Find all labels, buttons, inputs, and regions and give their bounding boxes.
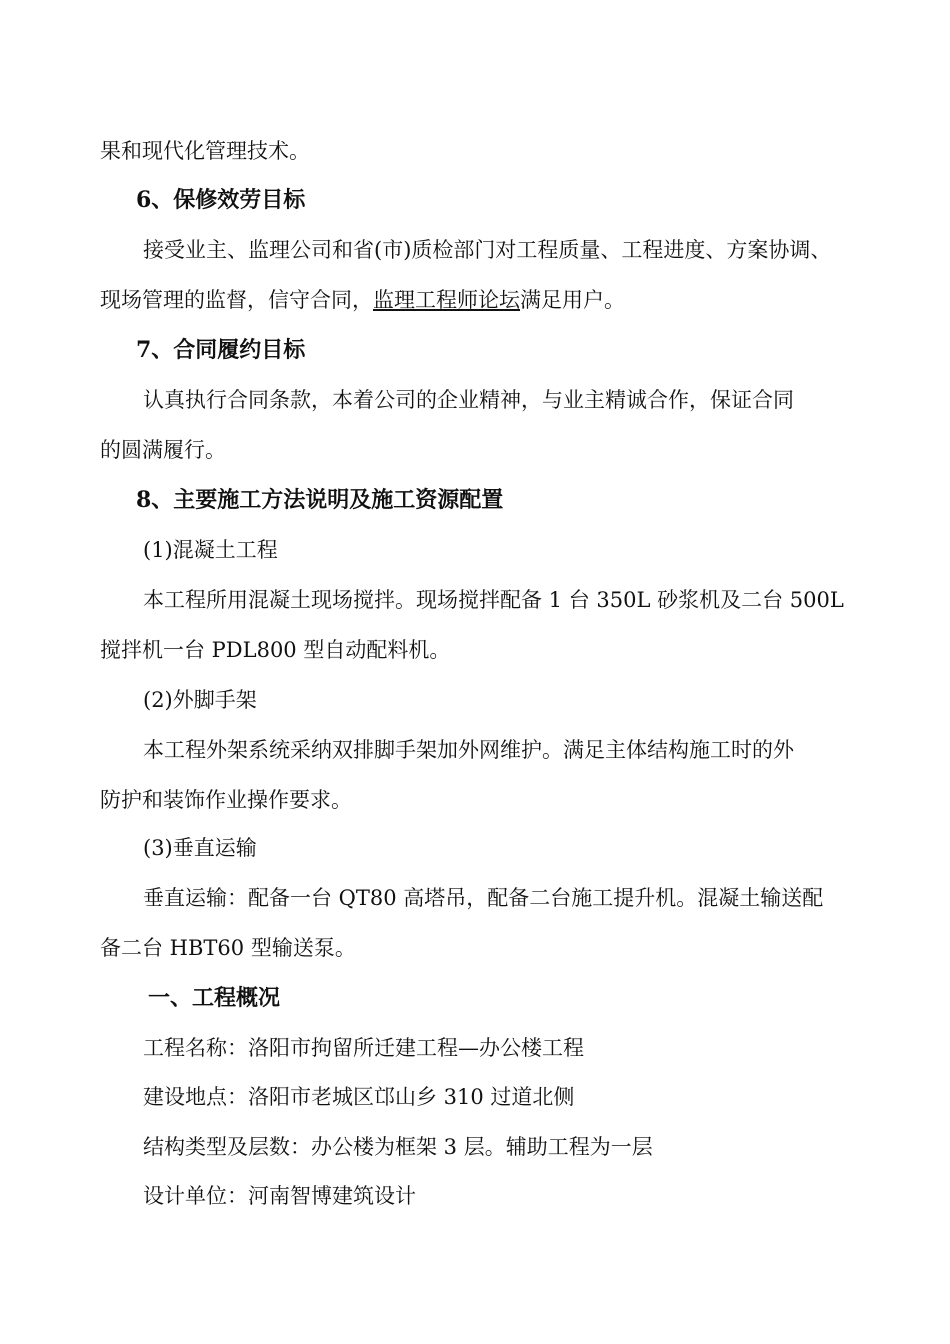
paragraph-line: 接受业主、监理公司和省(市)质检部门对工程质量、工程进度、方案协调、: [143, 238, 832, 262]
project-location: 建设地点：洛阳市老城区邙山乡 310 过道北侧: [143, 1085, 575, 1109]
subsection-title: (1)混凝土工程: [143, 538, 278, 562]
paragraph-line: 本工程所用混凝土现场搅拌。现场搅拌配备 1 台 350L 砂浆机及二台 500L: [143, 588, 844, 612]
paragraph-line: 本工程外架系统采纳双排脚手架加外网维护。满足主体结构施工时的外: [143, 738, 794, 762]
paragraph-line: 的圆满履行。: [100, 438, 226, 462]
chapter-heading: 一、工程概况: [148, 985, 281, 1011]
section-heading-6: 6、保修效劳目标: [136, 187, 306, 213]
project-name: 工程名称：洛阳市拘留所迁建工程—办公楼工程: [143, 1036, 584, 1060]
paragraph-line: 垂直运输：配备一台 QT80 高塔吊，配备二台施工提升机。混凝土输送配: [143, 886, 824, 910]
section-heading-8: 8、主要施工方法说明及施工资源配置: [136, 487, 504, 513]
paragraph-text: 现场管理的监督，信守合同，: [100, 288, 373, 312]
paragraph-line: 备二台 HBT60 型输送泵。: [100, 936, 356, 960]
paragraph-continuation: 果和现代化管理技术。: [100, 139, 310, 163]
subsection-title: (2)外脚手架: [143, 688, 257, 712]
paragraph-line: 防护和装饰作业操作要求。: [100, 788, 352, 812]
project-structure: 结构类型及层数：办公楼为框架 3 层。辅助工程为一层: [143, 1135, 653, 1159]
paragraph-text: 满足用户。: [520, 288, 625, 312]
paragraph-line: [100, 285, 625, 315]
subsection-title: (3)垂直运输: [143, 836, 257, 860]
paragraph-line: 认真执行合同条款，本着公司的企业精神，与业主精诚合作，保证合同: [143, 388, 794, 412]
forum-link[interactable]: 监理工程师论坛: [373, 288, 520, 312]
paragraph-line: 搅拌机一台 PDL800 型自动配料机。: [100, 638, 451, 662]
project-designer: 设计单位：河南智博建筑设计: [143, 1184, 416, 1208]
section-heading-7: 7、合同履约目标: [136, 337, 306, 363]
